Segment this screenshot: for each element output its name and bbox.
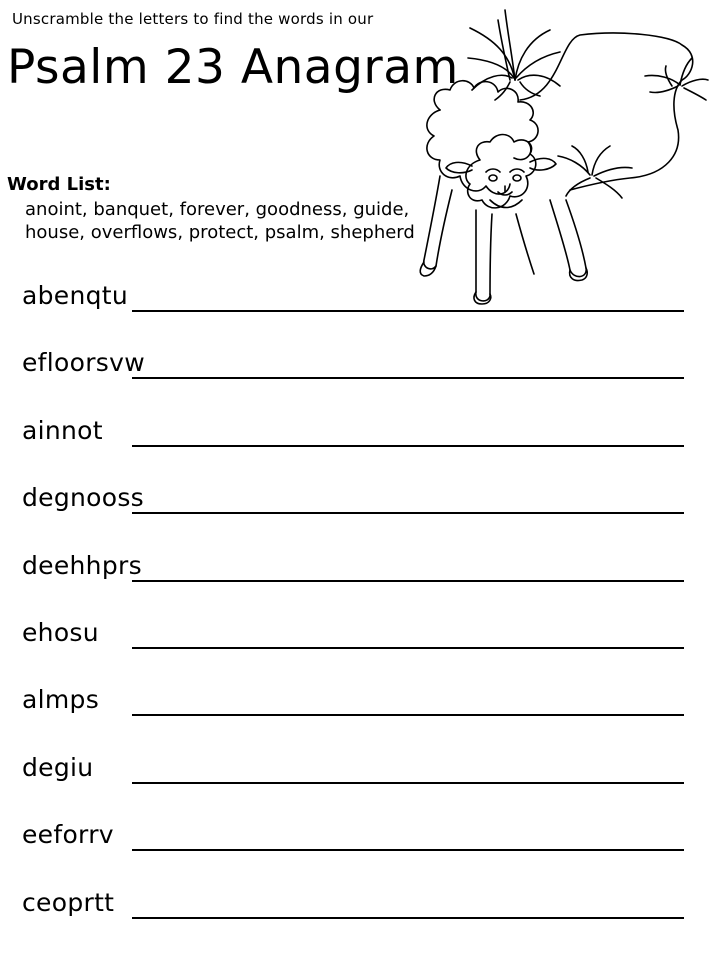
answer-line[interactable] [132,512,684,514]
puzzle-row [22,474,684,514]
scrambled-word: degiu [22,752,94,782]
scrambled-word: efloorsvw [22,348,145,378]
scrambled-word: ainnot [22,415,103,445]
puzzle-row [22,272,684,312]
puzzle-row [22,676,684,716]
word-list-heading: Word List: [7,174,111,195]
answer-line[interactable] [132,445,684,447]
puzzle-row [22,407,684,447]
page-title: Psalm 23 Anagram [7,40,459,95]
answer-line[interactable] [132,782,684,784]
word-list-line-2: house, overflows, protect, psalm, shepherd [25,222,415,243]
scrambled-word: almps [22,685,100,715]
puzzle-row [22,609,684,649]
answer-line[interactable] [132,647,684,649]
answer-line[interactable] [132,377,684,379]
scrambled-word: eeforrv [22,820,114,850]
answer-line[interactable] [132,310,684,312]
scrambled-word: deehhprs [22,550,142,580]
answer-line[interactable] [132,580,684,582]
puzzle-row [22,811,684,851]
puzzle-row [22,542,684,582]
word-list-line-1: anoint, banquet, forever, goodness, guide, [25,199,410,220]
instruction-text: Unscramble the letters to find the words in our [12,10,374,28]
scrambled-word: abenqtu [22,281,129,310]
scrambled-word: ehosu [22,618,99,647]
lamb-with-plants-icon [410,0,710,310]
answer-line[interactable] [132,917,684,919]
puzzle-row [22,879,684,919]
answer-line[interactable] [132,714,684,716]
answer-line[interactable] [132,849,684,851]
puzzle-row [22,744,684,784]
puzzle-row [22,339,684,379]
scrambled-word: ceoprtt [22,887,115,917]
scrambled-word: degnooss [22,483,145,513]
